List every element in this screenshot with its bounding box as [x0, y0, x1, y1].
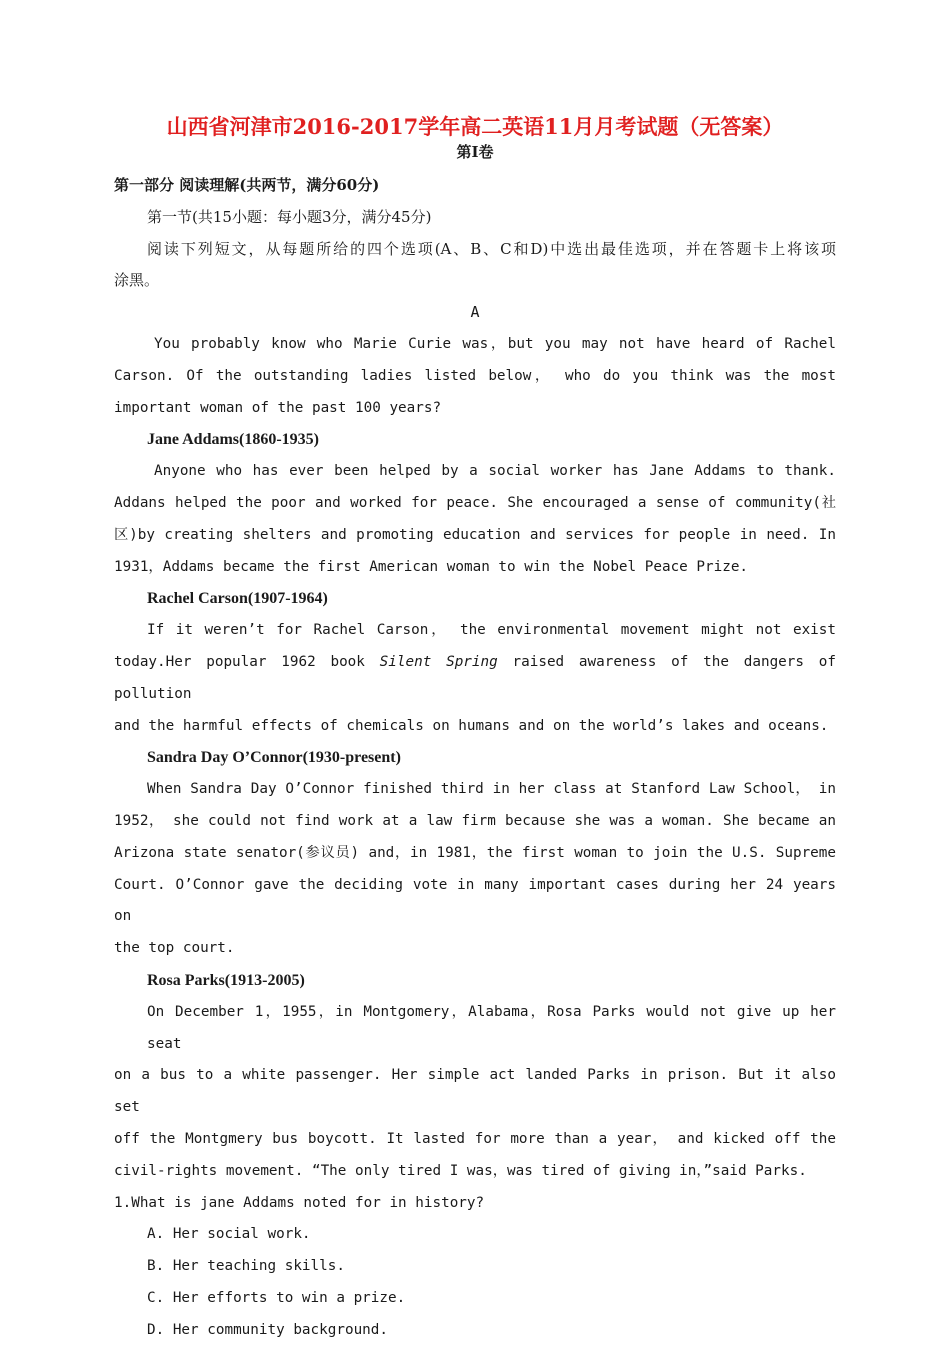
paragraph-line: When Sandra Day O’Connor finished third in her class at Stanford Law School， in [147, 781, 836, 798]
paragraph-line: 区)by creating shelters and promoting education and services for people in need. In [114, 526, 836, 543]
question-1-stem: 1.What is jane Addams noted for in history? [114, 1194, 485, 1211]
book-title: Silent Spring [379, 653, 498, 670]
line-prefix: today.Her popular 1962 book [114, 653, 380, 670]
paragraph-line: If it weren’t for Rachel Carson， the environmental movement might not exist [147, 622, 836, 639]
line-suffix: raised awareness of the dangers of pollution [114, 653, 836, 702]
page-title: 山西省河津市2016-2017学年高二英语11月月考试题（无答案） [166, 114, 784, 139]
person-heading-jane-addams: Jane Addams(1860-1935) [147, 431, 320, 449]
intro-line-3: important woman of the past 100 years? [114, 399, 442, 416]
person-heading-sandra-day-oconnor: Sandra Day O’Connor(1930-present) [147, 749, 401, 767]
person-heading-rosa-parks: Rosa Parks(1913-2005) [147, 971, 305, 989]
passage-letter: A [470, 303, 480, 322]
paragraph-line-with-book [114, 647, 836, 711]
instructions-line-1: 阅读下列短文，从每题所给的四个选项(A、B、C和D)中选出最佳选项，并在答题卡上将该项 [147, 239, 836, 258]
volume-label: 第Ⅰ卷 [456, 143, 494, 161]
paragraph-line: off the Montgmery bus boycott. It lasted for more than a year， and kicked off the [114, 1130, 836, 1147]
instructions-line-2: 涂黑。 [114, 271, 160, 290]
question-1-option-d: D. Her community background. [147, 1321, 389, 1338]
intro-line-1: You probably know who Marie Curie was，but you may not have heard of Rachel [154, 335, 836, 352]
paragraph-line: civil-rights movement. “The only tired I was，was tired of giving in，”said Parks. [114, 1162, 807, 1179]
exam-page [114, 112, 836, 1346]
person-heading-rachel-carson: Rachel Carson(1907-1964) [147, 590, 328, 608]
paragraph-line: the top court. [114, 940, 235, 957]
paragraph-line: Addans helped the poor and worked for peace. She encouraged a sense of community(社 [114, 494, 836, 511]
paragraph-line: Anyone who has ever been helped by a social worker has Jane Addams to thank. [154, 463, 836, 480]
paragraph-line: 1931，Addams became the first American woman to win the Nobel Peace Prize. [114, 558, 749, 575]
section1-heading: 第一节(共15小题：每小题3分，满分45分) [147, 207, 432, 226]
paragraph-line: Court. O’Connor gave the deciding vote in many important cases during her 24 years on [114, 876, 836, 925]
intro-line-2: Carson. Of the outstanding ladies listed below， who do you think was the most [114, 367, 836, 384]
paragraph-line: On December 1，1955，in Montgomery，Alabama，Rosa Parks would not give up her seat [147, 1003, 836, 1052]
paragraph-line: on a bus to a white passenger. Her simple act landed Parks in prison. But it also set [114, 1067, 836, 1116]
question-1-option-b: B. Her teaching skills. [147, 1258, 345, 1275]
question-1-option-c: C. Her efforts to win a prize. [147, 1289, 406, 1306]
paragraph-line: Arizona state senator(参议员) and，in 1981，the first woman to join the U.S. Supreme [114, 844, 836, 861]
paragraph-line: and the harmful effects of chemicals on humans and on the world’s lakes and oceans. [114, 717, 829, 734]
paragraph-line: 1952， she could not find work at a law firm because she was a woman. She became an [114, 812, 836, 829]
part1-heading: 第一部分 阅读理解(共两节，满分60分) [114, 176, 380, 194]
question-1-option-a: A. Her social work. [147, 1226, 311, 1243]
